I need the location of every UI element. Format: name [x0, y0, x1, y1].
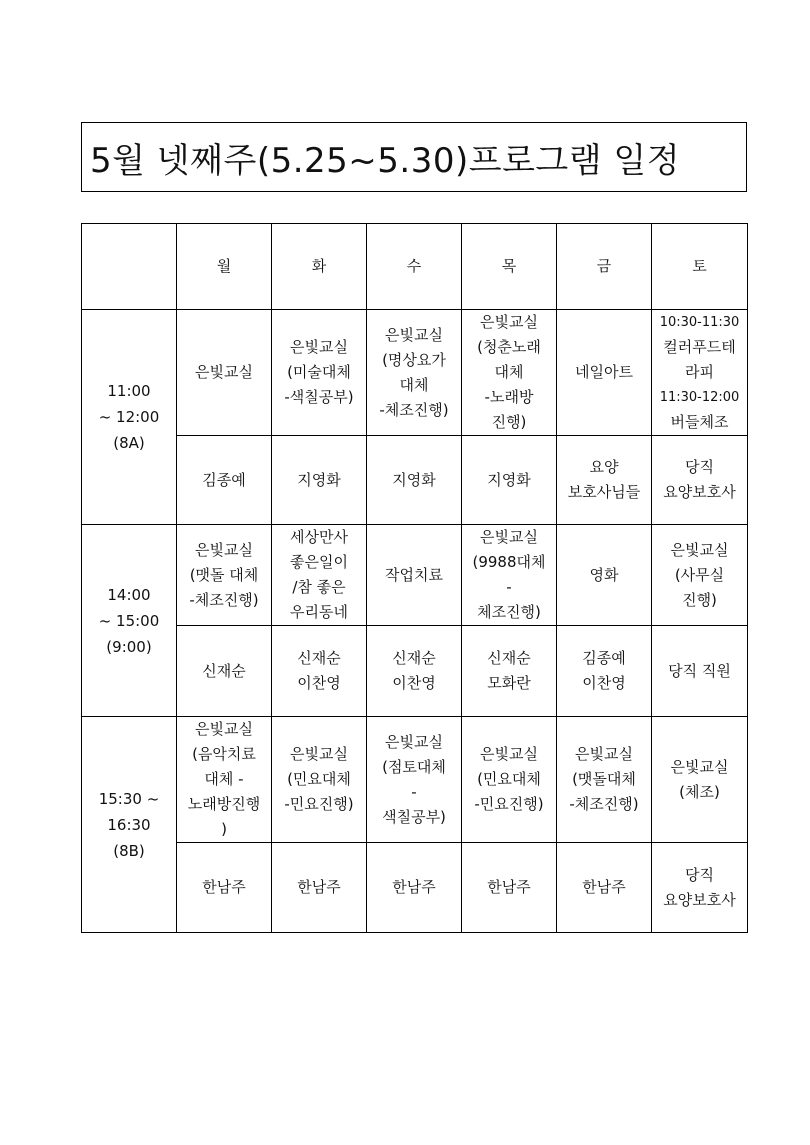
sat-program-line: 컬러푸드테 — [663, 338, 736, 356]
staff-cell: 당직 요양보호사 — [652, 843, 748, 933]
page-title: 5월 넷째주(5.25~5.30)프로그램 일정 — [90, 140, 681, 181]
staff-cell: 김종예 — [177, 436, 272, 525]
time-slot-cell: 11:00 ~ 12:00 (8A) — [82, 310, 177, 525]
staff-cell: 당직 직원 — [652, 626, 748, 717]
program-cell: 세상만사 좋은일이 /참 좋은 우리동네 — [272, 525, 367, 626]
staff-cell: 신재순 — [177, 626, 272, 717]
staff-cell: 지영화 — [462, 436, 557, 525]
staff-cell: 요양 보호사님들 — [557, 436, 652, 525]
staff-cell: 한남주 — [367, 843, 462, 933]
schedule-table — [81, 223, 748, 933]
program-row — [82, 717, 748, 843]
program-cell: 은빛교실 (청춘노래 대체 -노래방 진행) — [462, 310, 557, 436]
sat-program-line: 11:30-12:00 — [659, 390, 740, 405]
program-cell: 은빛교실 (미술대체 -색칠공부) — [272, 310, 367, 436]
program-cell — [652, 310, 748, 436]
staff-cell: 지영화 — [367, 436, 462, 525]
program-cell: 은빛교실 (맷돌대체 -체조진행) — [557, 717, 652, 843]
staff-cell: 김종예 이찬영 — [557, 626, 652, 717]
sat-program-line: 버들체조 — [670, 413, 729, 431]
staff-row — [82, 843, 748, 933]
staff-cell: 한남주 — [462, 843, 557, 933]
day-header: 금 — [557, 224, 652, 310]
program-cell: 네일아트 — [557, 310, 652, 436]
time-slot-cell: 15:30 ~ 16:30 (8B) — [82, 717, 177, 933]
corner-cell — [82, 224, 177, 310]
program-cell: 은빛교실 (민요대체 -민요진행) — [272, 717, 367, 843]
program-cell: 은빛교실 (9988대체 - 체조진행) — [462, 525, 557, 626]
staff-cell: 당직 요양보호사 — [652, 436, 748, 525]
program-row — [82, 525, 748, 626]
program-cell: 작업치료 — [367, 525, 462, 626]
staff-cell: 신재순 모화란 — [462, 626, 557, 717]
day-header: 수 — [367, 224, 462, 310]
program-cell: 은빛교실 (사무실 진행) — [652, 525, 748, 626]
program-cell: 은빛교실 (명상요가 대체 -체조진행) — [367, 310, 462, 436]
day-header: 월 — [177, 224, 272, 310]
sat-program-line: 10:30-11:30 — [659, 315, 740, 330]
program-cell: 은빛교실 (체조) — [652, 717, 748, 843]
program-row — [82, 310, 748, 436]
staff-cell: 한남주 — [557, 843, 652, 933]
staff-cell: 신재순 이찬영 — [367, 626, 462, 717]
staff-row — [82, 626, 748, 717]
program-cell: 영화 — [557, 525, 652, 626]
staff-cell: 지영화 — [272, 436, 367, 525]
program-cell: 은빛교실 (맷돌 대체 -체조진행) — [177, 525, 272, 626]
staff-row — [82, 436, 748, 525]
staff-cell: 한남주 — [177, 843, 272, 933]
program-cell: 은빛교실 (점토대체 - 색칠공부) — [367, 717, 462, 843]
time-slot-cell: 14:00 ~ 15:00 (9:00) — [82, 525, 177, 717]
sat-program-line: 라피 — [685, 363, 714, 381]
staff-cell: 신재순 이찬영 — [272, 626, 367, 717]
title-box — [81, 122, 747, 192]
program-cell: 은빛교실 (민요대체 -민요진행) — [462, 717, 557, 843]
program-cell: 은빛교실 — [177, 310, 272, 436]
header-row — [82, 224, 748, 310]
program-cell: 은빛교실 (음악치료 대체 - 노래방진행 ) — [177, 717, 272, 843]
day-header: 목 — [462, 224, 557, 310]
staff-cell: 한남주 — [272, 843, 367, 933]
day-header: 토 — [652, 224, 748, 310]
day-header: 화 — [272, 224, 367, 310]
